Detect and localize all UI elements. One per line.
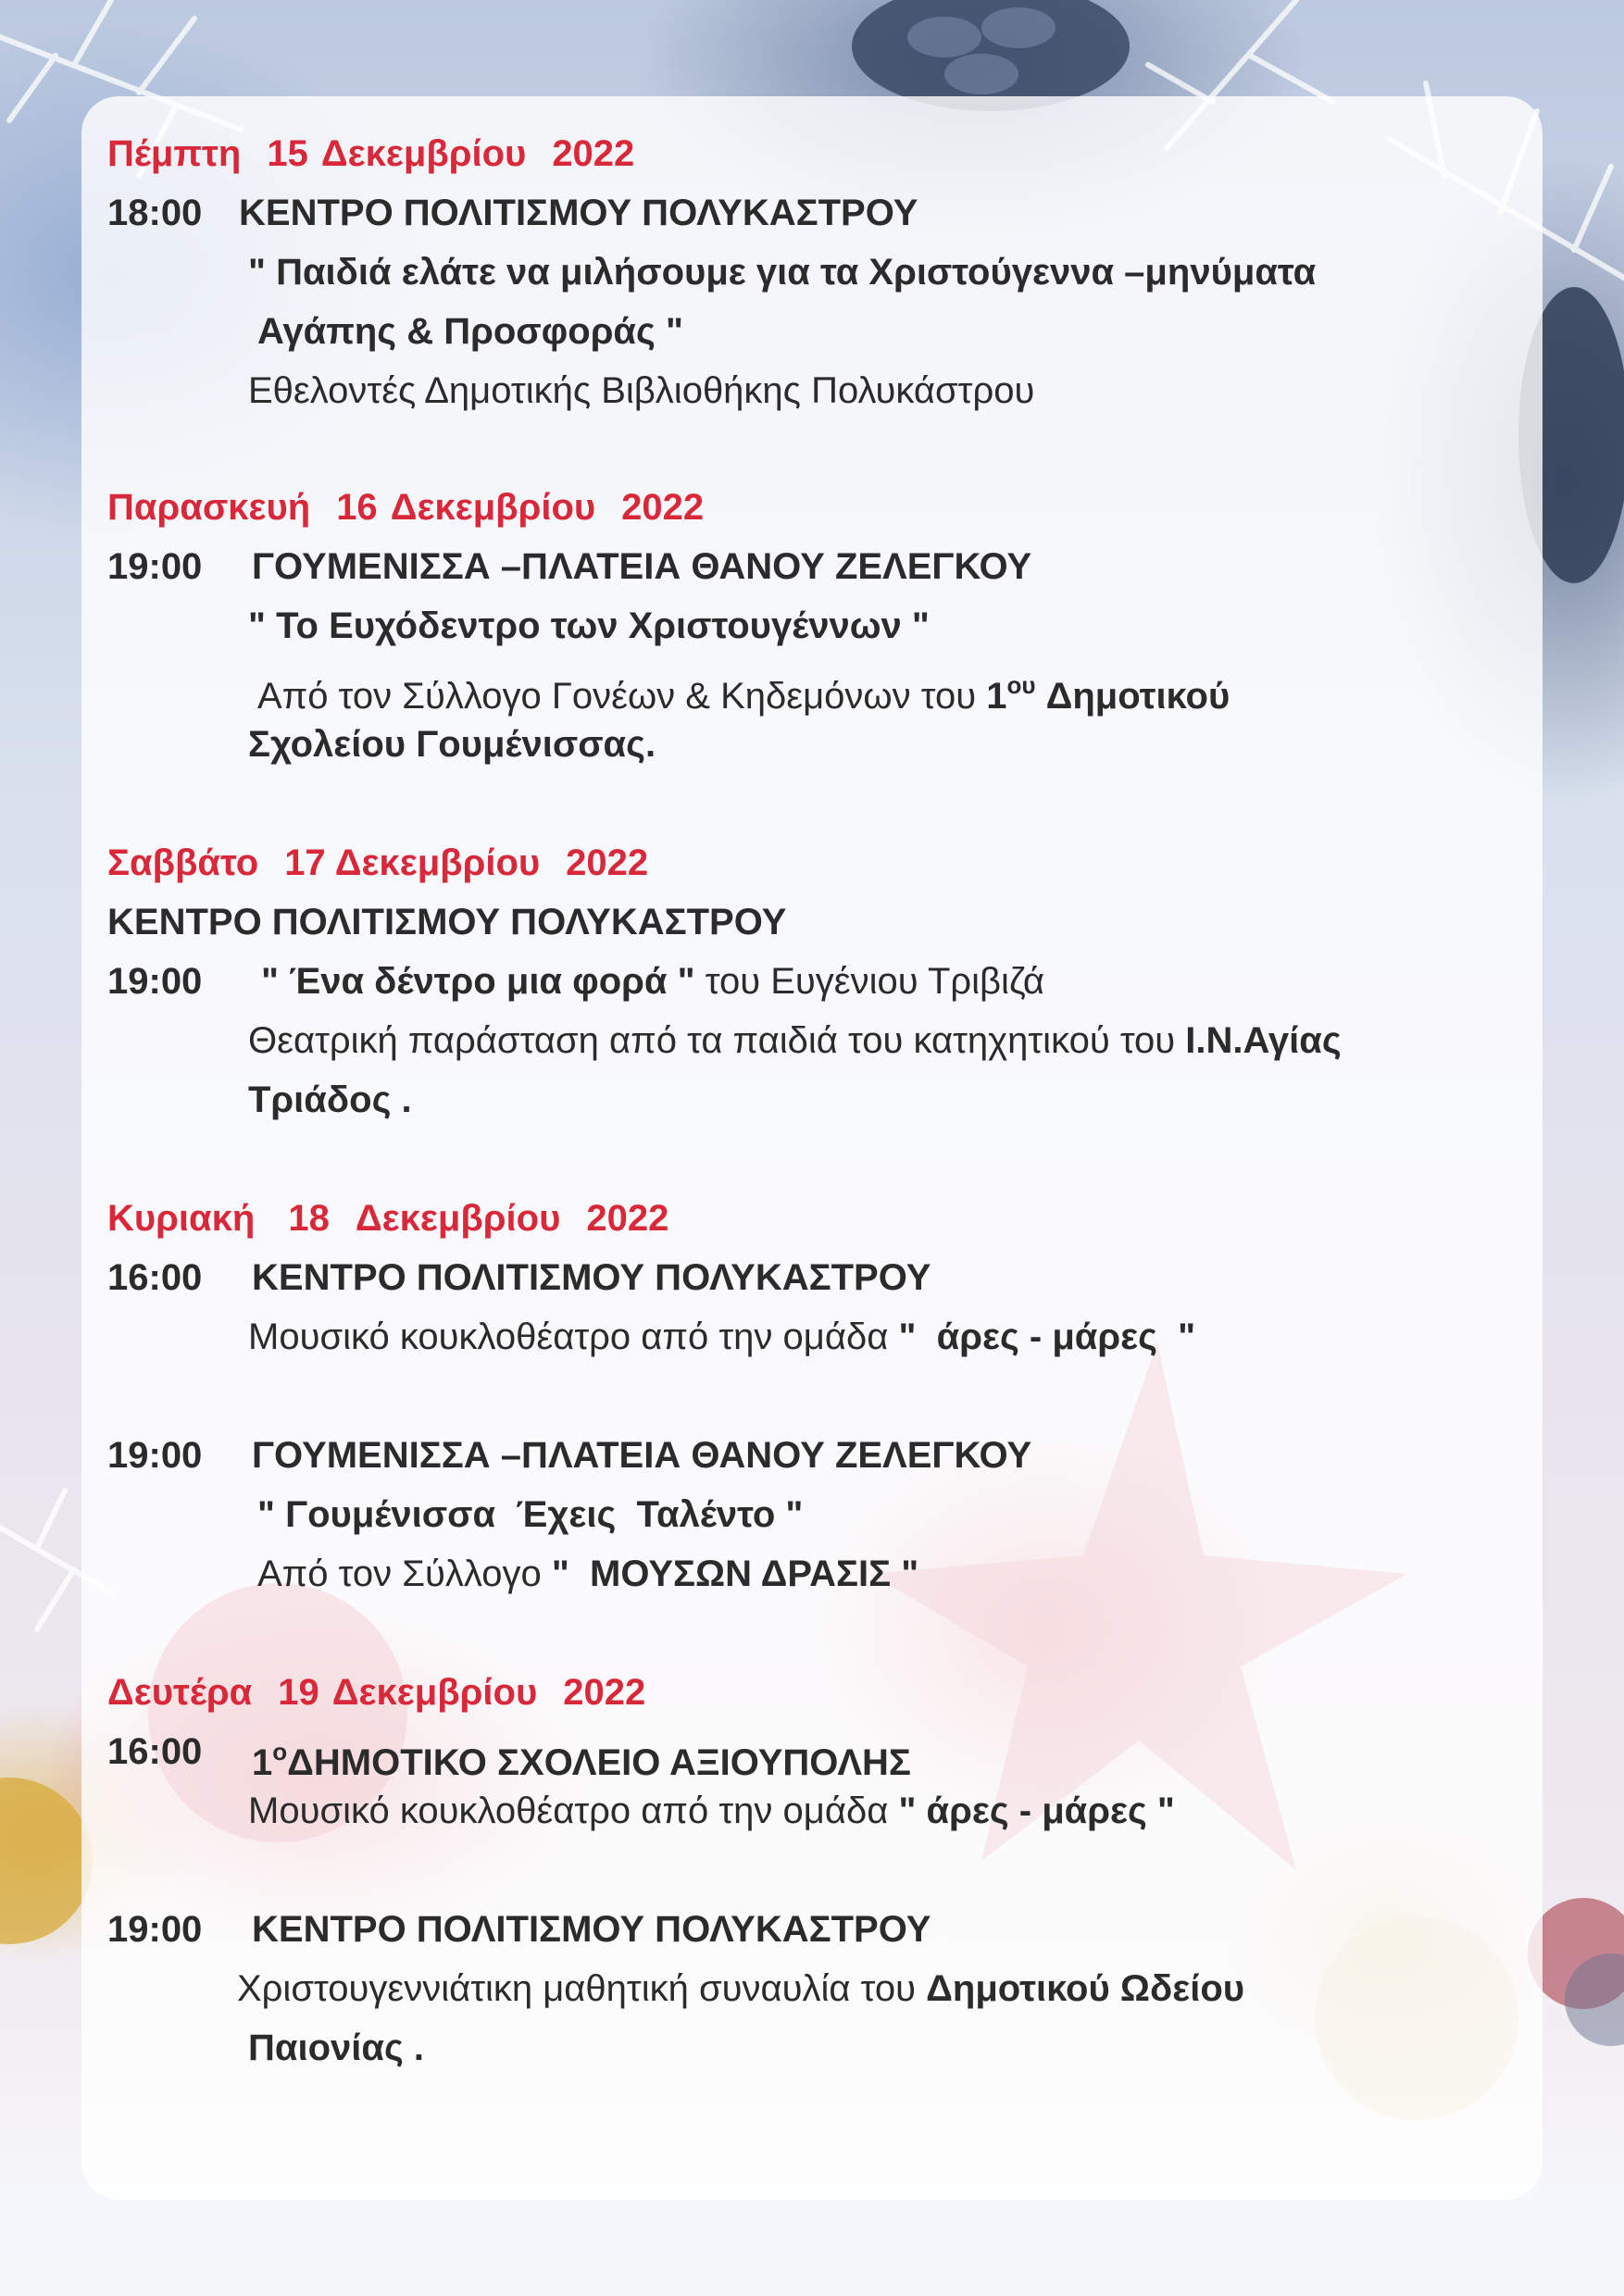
date-num: 17 <box>284 842 326 883</box>
event-description-line2: Τριάδος . <box>248 1079 412 1120</box>
description-text: Χριστουγεννιάτικη μαθητική συναυλία του <box>237 1968 917 2009</box>
event-organizer-line2: Σχολείου Γουμένισσας. <box>248 724 656 765</box>
ordinal-number: 1 <box>986 676 1007 717</box>
event-venue <box>252 1729 911 1785</box>
description-text: Θεατρική παράσταση από τα παιδιά του κατηχητικού του <box>248 1020 1176 1061</box>
date-year: 2022 <box>563 1672 646 1713</box>
group-name: " άρες - μάρες " <box>898 1316 1196 1357</box>
event-description-line2: Παιονίας . <box>248 2028 424 2068</box>
event-description <box>248 1315 1195 1359</box>
date-num: 15 <box>267 133 308 174</box>
date-num: 18 <box>288 1198 330 1239</box>
date-heading-fri <box>107 485 704 530</box>
event-title: " Γουμένισσα Έχεις Ταλέντο " <box>257 1494 804 1535</box>
date-day: Πέμπτη <box>107 133 242 174</box>
date-day: Κυριακή <box>107 1198 256 1239</box>
ordinal-number: 1 <box>252 1742 273 1783</box>
event-venue: ΚΕΝΤΡΟ ΠΟΛΙΤΙΣΜΟΥ ΠΟΛΥΚΑΣΤΡΟΥ <box>252 1257 931 1298</box>
school-name: Δημοτικού <box>1045 676 1230 717</box>
ordinal-suffix: ο <box>272 1738 288 1766</box>
event-time: 19:00 <box>107 1909 203 1950</box>
event-time: 19:00 <box>107 961 203 1002</box>
date-year: 2022 <box>566 842 649 883</box>
event-time: 19:00 <box>107 1435 203 1476</box>
event-organizer <box>257 663 1230 718</box>
event-title: " Το Ευχόδεντρο των Χριστουγέννων " <box>248 605 930 646</box>
ordinal-suffix: ου <box>1006 671 1036 699</box>
date-heading-mon <box>107 1670 645 1715</box>
organizer-prefix: Από τον Σύλλογο <box>257 1554 542 1594</box>
description-text: Μουσικό κουκλοθέατρο από την ομάδα <box>248 1791 889 1831</box>
date-year: 2022 <box>586 1198 669 1239</box>
event-description <box>248 1789 1175 1833</box>
event-title-line2: Αγάπης & Προσφοράς " <box>257 311 683 352</box>
date-num: 16 <box>336 487 378 528</box>
event-author: του Ευγένιου Τριβιζά <box>705 961 1045 1002</box>
date-day: Σαββάτο <box>107 842 259 883</box>
date-month: Δεκεμβρίου <box>331 1672 538 1713</box>
date-month: Δεκεμβρίου <box>355 1198 561 1239</box>
event-venue: ΓΟΥΜΕΝΙΣΣΑ –ΠΛΑΤΕΙΑ ΘΑΝΟΥ ΖΕΛΕΓΚΟΥ <box>252 1435 1032 1476</box>
date-day: Παρασκευή <box>107 487 311 528</box>
date-month: Δεκεμβρίου <box>334 842 541 883</box>
event-time: 16:00 <box>107 1731 203 1772</box>
date-heading-sat <box>107 841 648 885</box>
date-month: Δεκεμβρίου <box>320 133 527 174</box>
event-venue: ΚΕΝΤΡΟ ΠΟΛΙΤΙΣΜΟΥ ΠΟΛΥΚΑΣΤΡΟΥ <box>107 902 787 942</box>
organizer-name: Δημοτικού Ωδείου <box>926 1968 1245 2009</box>
event-time: 16:00 <box>107 1257 203 1298</box>
group-name: " άρες - μάρες " <box>898 1791 1175 1831</box>
description-text: Μουσικό κουκλοθέατρο από την ομάδα <box>248 1316 889 1357</box>
date-num: 19 <box>278 1672 319 1713</box>
event-organizer: Εθελοντές Δημοτικής Βιβλιοθήκης Πολυκάστρου <box>248 370 1035 411</box>
event-venue: ΚΕΝΤΡΟ ΠΟΛΙΤΙΣΜΟΥ ΠΟΛΥΚΑΣΤΡΟΥ <box>252 1909 931 1950</box>
event-venue: ΓΟΥΜΕΝΙΣΣΑ –ΠΛΑΤΕΙΑ ΘΑΝΟΥ ΖΕΛΕΓΚΟΥ <box>252 546 1032 587</box>
event-time: 18:00 <box>107 193 203 233</box>
date-heading-thu <box>107 131 634 176</box>
date-month: Δεκεμβρίου <box>390 487 596 528</box>
event-time: 19:00 <box>107 546 203 587</box>
church-name: Ι.Ν.Αγίας <box>1185 1020 1342 1061</box>
event-title: " Ένα δέντρο μια φορά " <box>261 961 695 1002</box>
event-organizer <box>257 1552 918 1596</box>
event-description <box>248 1018 1342 1063</box>
organizer-name: " ΜΟΥΣΩΝ ΔΡΑΣΙΣ " <box>551 1554 919 1594</box>
event-title-line1: " Παιδιά ελάτε να μιλήσουμε για τα Χριστούγεννα –μηνύματα <box>248 252 1317 293</box>
organizer-prefix: Από τον Σύλλογο Γονέων & Κηδεμόνων του <box>257 676 977 717</box>
venue-name: ΔΗΜΟΤΙΚΟ ΣΧΟΛΕΙΟ ΑΞΙΟΥΠΟΛΗΣ <box>287 1742 911 1783</box>
date-heading-sun <box>107 1196 668 1241</box>
event-title-row <box>261 959 1044 1004</box>
date-day: Δευτέρα <box>107 1672 253 1713</box>
date-year: 2022 <box>621 487 705 528</box>
event-description <box>237 1966 1244 2011</box>
date-year: 2022 <box>552 133 635 174</box>
event-venue: ΚΕΝΤΡΟ ΠΟΛΙΤΙΣΜΟΥ ΠΟΛΥΚΑΣΤΡΟΥ <box>239 193 918 233</box>
